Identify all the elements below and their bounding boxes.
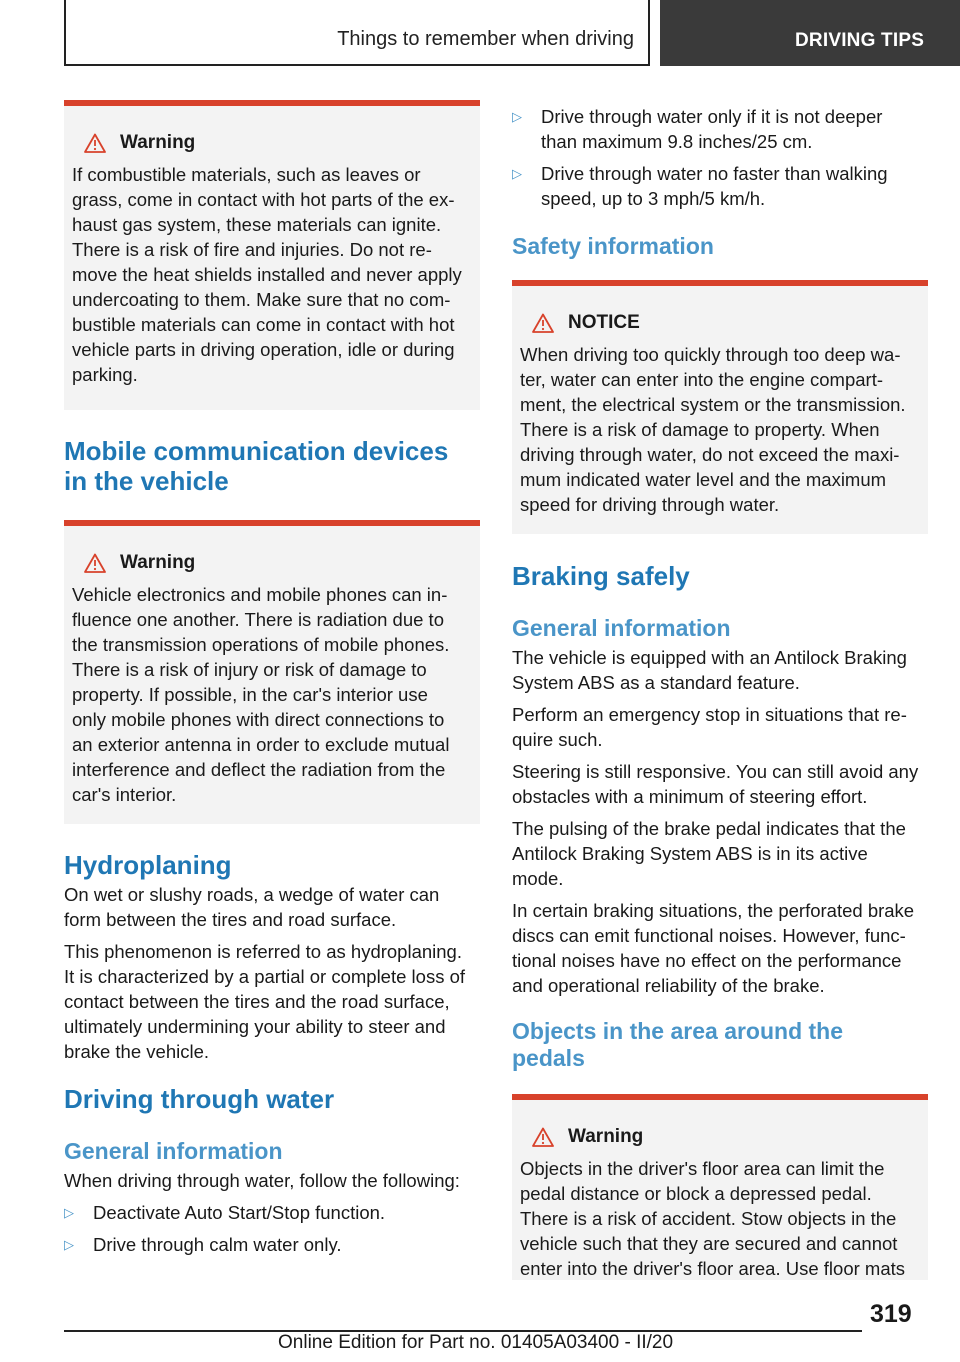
heading-line: Objects in the area around the [512, 1018, 844, 1044]
bullet-list [64, 1200, 480, 1257]
list-item [512, 161, 928, 211]
text-line: only mobile phones with direct connections to [72, 709, 445, 730]
text-line: There is a risk of fire and injuries. Do not re- [72, 239, 432, 260]
heading-driving-through-water: Driving through water [64, 1084, 335, 1114]
heading-line: pedals [512, 1045, 585, 1071]
text-line: ment, the electrical system or the transmission. [520, 394, 906, 415]
notice-title: NOTICE [568, 312, 640, 333]
text-line: Antilock Braking System ABS is in its active [512, 843, 868, 864]
warning-title-row [520, 1124, 920, 1150]
text-line: Perform an emergency stop in situations that re- [512, 704, 907, 725]
text-line: and operational reliability of the brake. [512, 975, 825, 996]
paragraph [512, 645, 928, 695]
text-line: mode. [512, 868, 564, 889]
heading-hydroplaning: Hydroplaning [64, 850, 232, 880]
text-line: the transmission operations of mobile phones. [72, 634, 450, 655]
warning-title-row [72, 550, 472, 576]
warning-box-mobile [64, 520, 480, 824]
text-line: In certain braking situations, the perforated brake [512, 900, 915, 921]
subheading-safety-information: Safety information [512, 233, 714, 259]
text-line: move the heat shields installed and never apply [72, 264, 462, 285]
text-line: vehicle such that they are secured and cannot [520, 1233, 898, 1254]
warning-body [520, 1156, 920, 1280]
list-item [64, 1200, 480, 1225]
text-line: vehicle parts in driving operation, idle or during [72, 339, 455, 360]
text-line: There is a risk of accident. Stow objects in the [520, 1208, 897, 1229]
warning-body [72, 582, 472, 807]
text-line: It is characterized by a partial or complete loss of [64, 966, 466, 987]
warning-triangle-icon [84, 133, 106, 153]
warning-body [72, 162, 472, 387]
text-line: bustible materials can come in contact with hot [72, 314, 455, 335]
warning-title: Warning [120, 132, 196, 153]
text-line: contact between the tires and the road surface, [64, 991, 450, 1012]
text-line: When driving too quickly through too deep wa- [520, 344, 901, 365]
subheading-objects-around-pedals [512, 1018, 928, 1072]
text-line: Steering is still responsive. You can still avoid any [512, 761, 919, 782]
paragraph [512, 759, 928, 809]
text-line: Drive through water no faster than walking [541, 163, 888, 184]
section-tab [64, 0, 650, 66]
right-column [512, 104, 928, 1280]
text-line: undercoating to them. Make sure that no com- [72, 289, 451, 310]
triangle-bullet-icon: ▷ [64, 1205, 74, 1220]
text-line: than maximum 9.8 inches/25 cm. [541, 131, 813, 152]
bullet-list [512, 104, 928, 211]
triangle-bullet-icon: ▷ [512, 109, 522, 124]
page-number: 319 [870, 1300, 912, 1328]
text-line: tional noises have no effect on the performance [512, 950, 902, 971]
heading-mobile-devices [64, 436, 480, 496]
text-line: ultimately undermining your ability to steer and [64, 1016, 446, 1037]
text-line: an exterior antenna in order to exclude mutual [72, 734, 450, 755]
notice-body [520, 342, 920, 517]
page-header [0, 0, 960, 66]
section-title: Things to remember when driving [337, 28, 634, 50]
left-column [64, 100, 480, 1264]
text-line: grass, come in contact with hot parts of the ex- [72, 189, 455, 210]
text-line: pedal distance or block a depressed pedal. [520, 1183, 872, 1204]
warning-triangle-icon [532, 1127, 554, 1147]
text-line: This phenomenon is referred to as hydroplaning. [64, 941, 462, 962]
text-line: There is a risk of damage to property. When [520, 419, 880, 440]
heading-braking-safely: Braking safely [512, 561, 690, 591]
subheading-general-information: General information [512, 615, 731, 641]
warning-title: Warning [120, 552, 196, 573]
warning-triangle-icon [532, 313, 554, 333]
triangle-bullet-icon: ▷ [64, 1237, 74, 1252]
text-line: brake the vehicle. [64, 1041, 210, 1062]
paragraph [512, 816, 928, 891]
text-line: discs can emit functional noises. However, func- [512, 925, 906, 946]
text-line: On wet or slushy roads, a wedge of water can [64, 884, 440, 905]
warning-title: Warning [568, 1126, 644, 1147]
text-line: speed for driving through water. [520, 494, 780, 515]
text-line: speed, up to 3 mph/5 km/h. [541, 188, 766, 209]
chapter-tab [660, 0, 960, 66]
warning-title-row [72, 130, 472, 156]
text-line: Objects in the driver's floor area can limit the [520, 1158, 885, 1179]
triangle-bullet-icon: ▷ [512, 166, 522, 181]
notice-title-row [520, 310, 920, 336]
chapter-title: DRIVING TIPS [795, 30, 925, 51]
warning-box-exhaust [64, 100, 480, 410]
heading-line: in the vehicle [64, 466, 229, 496]
text-line: obstacles with a minimum of steering effort. [512, 786, 868, 807]
warning-box-pedals [512, 1094, 928, 1280]
text-line: property. If possible, in the car's interior use [72, 684, 428, 705]
list-item [64, 1232, 480, 1257]
text-line: fluence one another. There is radiation due to [72, 609, 444, 630]
text-line: There is a risk of injury or risk of damage to [72, 659, 427, 680]
text-line: form between the tires and road surface. [64, 909, 397, 930]
warning-triangle-icon [84, 553, 106, 573]
text-line: parking. [72, 364, 138, 385]
text-line: enter into the driver's floor area. Use floor mats [520, 1258, 906, 1279]
text-line: Drive through calm water only. [93, 1234, 342, 1255]
text-line: The vehicle is equipped with an Antilock Braking [512, 647, 907, 668]
text-line: haust gas system, these materials can ignite. [72, 214, 442, 235]
text-line: If combustible materials, such as leaves or [72, 164, 421, 185]
paragraph [512, 898, 928, 998]
text-line: mum indicated water level and the maximum [520, 469, 887, 490]
paragraph [64, 882, 480, 932]
text-line: The pulsing of the brake pedal indicates that the [512, 818, 906, 839]
text-line: car's interior. [72, 784, 177, 805]
paragraph [512, 702, 928, 752]
text-line: driving through water, do not exceed the maxi- [520, 444, 900, 465]
text-line: quire such. [512, 729, 603, 750]
text-line: interference and deflect the radiation from the [72, 759, 446, 780]
text-line: System ABS as a standard feature. [512, 672, 800, 693]
subheading-general-information: General information [64, 1138, 283, 1164]
paragraph [64, 939, 480, 1064]
text-line: ter, water can enter into the engine compart- [520, 369, 884, 390]
text-line: Vehicle electronics and mobile phones can in- [72, 584, 448, 605]
text-line: Drive through water only if it is not deeper [541, 106, 883, 127]
paragraph: When driving through water, follow the following: [64, 1170, 460, 1191]
edition-text: Online Edition for Part no. 01405A03400 - II/20 [278, 1332, 674, 1353]
text-line: Deactivate Auto Start/Stop function. [93, 1202, 386, 1223]
heading-line: Mobile communication devices [64, 436, 449, 466]
notice-box-water [512, 280, 928, 534]
list-item [512, 104, 928, 154]
